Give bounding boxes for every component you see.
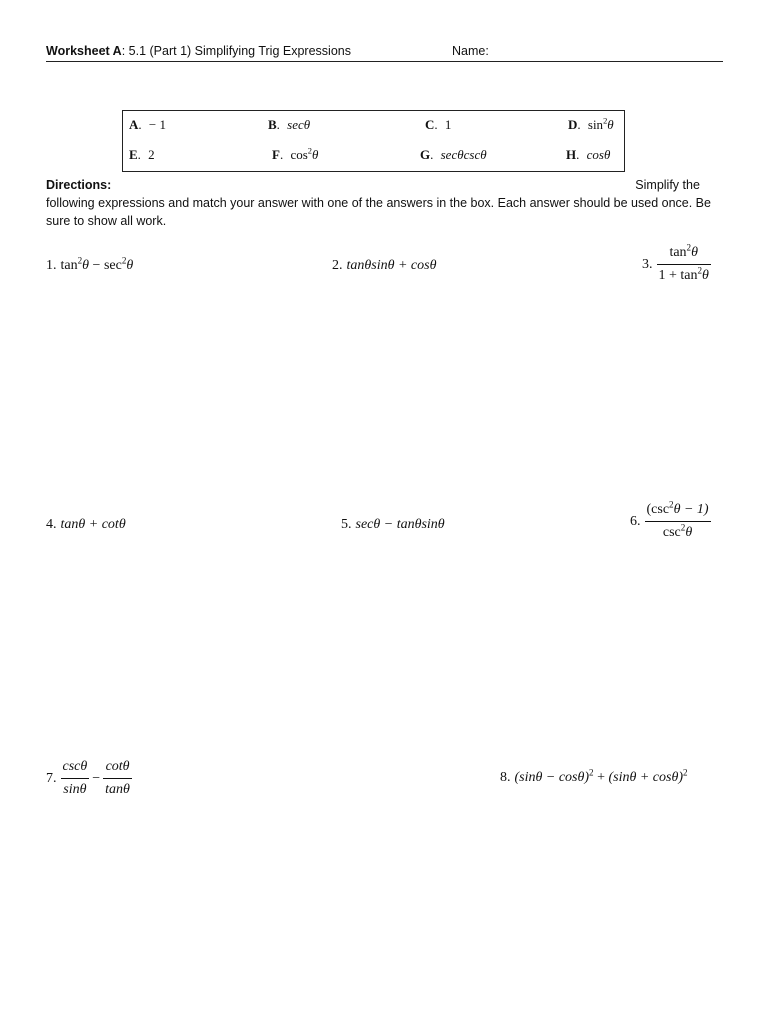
problem-6: 6. $\frac{(\csc^2\theta - 1)}{\csc^2\theta}$ xyxy=(630,499,709,540)
answer-box xyxy=(122,110,625,172)
worksheet-title-bold: Worksheet A xyxy=(46,44,122,58)
answer-c: C. 1 xyxy=(425,117,452,132)
directions xyxy=(46,176,723,230)
name-label: Name: xyxy=(452,44,489,58)
problem-1: 1. $\tan^2\theta - \sec^2\theta$ xyxy=(46,255,134,273)
problem-3-fraction: $\frac{\tan^2\theta}{1 + \tan^2\theta}$ xyxy=(658,242,709,283)
problem-4: 4. tanθ + cotθ xyxy=(46,517,126,532)
answer-g: G. secθcscθ xyxy=(420,147,487,162)
answer-a: A. − 1 xyxy=(129,117,166,132)
problem-8: 8. $(\sin\theta - \cos\theta)^2 + (\sin\theta + \cos\theta)^2$ xyxy=(500,767,688,785)
directions-heading: Directions: xyxy=(46,178,112,192)
problem-7-fraction-1: $\frac{\csc\theta}{\sin\theta}$ xyxy=(62,759,88,797)
answer-b: B. secθ xyxy=(268,117,311,132)
answer-h: H. cosθ xyxy=(566,147,611,162)
problem-7: 7. $\frac{\csc\theta}{\sin\theta}$ − $\frac{\cot\theta}{\tan\theta}$ xyxy=(46,759,130,797)
worksheet-title xyxy=(46,44,351,58)
directions-text-1: Simplify the xyxy=(635,178,700,192)
problem-6-fraction: $\frac{(\csc^2\theta - 1)}{\csc^2\theta}$ xyxy=(646,499,709,540)
worksheet-title-rest: : 5.1 (Part 1) Simplifying Trig Expressions xyxy=(121,44,351,58)
problem-2: 2. tanθsinθ + cosθ xyxy=(332,258,437,273)
problem-7-fraction-2: $\frac{\cot\theta}{\tan\theta}$ xyxy=(105,759,130,797)
problem-5: 5. secθ − tanθsinθ xyxy=(341,517,445,532)
problem-3: 3. $\frac{\tan^2\theta}{1 + \tan^2\theta}$ xyxy=(642,242,709,283)
answer-f: F. $\cos^2\theta$ xyxy=(272,145,319,162)
name-line xyxy=(46,61,723,62)
answer-d: D. $\sin^2\theta$ xyxy=(568,115,614,132)
answer-e: E. 2 xyxy=(129,147,155,162)
directions-text-2: following expressions and match your answer with one of the answers in the box. Each answer should be used once. Be sure to show all work. xyxy=(46,196,711,228)
